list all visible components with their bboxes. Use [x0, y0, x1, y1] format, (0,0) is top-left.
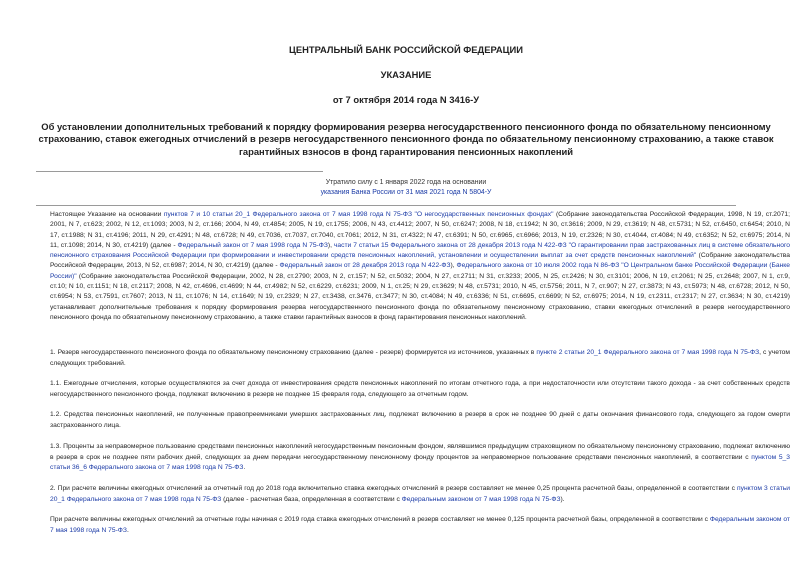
paragraph-1-2: 1.2. Средства пенсионных накоплений, не полученные правопреемниками умерших застрахованных лиц, подлежат включению в резерв в срок не позднее 90 дней с даты окончания финансового года, следующего за годом смерти застрахованного лица. [50, 411, 790, 429]
paragraph-1-3: 1.3. Проценты за неправомерное пользование средствами пенсионных накоплений негосударственным пенсионным фондом, являвшимся предыдущим страховщиком по обязательному пенсионному страхованию, подлежат включению в резерв в срок не позднее пяти рабочих дней, следующих за днем передачи негосударственному пенсионному фонду процентов за неправомерное пользование средствами пенсионных накоплений, в соответствии с пунктом 5_3 статьи 36_6 Федерального закона от 7 мая 1998 года N 75-ФЗ. [50, 443, 790, 471]
intro-paragraph: Настоящее Указание на основании пунктов 7 и 10 статьи 20_1 Федерального закона от 7 мая 1998 года N 75-ФЗ "О негосударственных пенсионных фондах" (Собрание законодательства Российской Федерации, 1998, N 19, ст.2071; 2001, N 7, ст.623; 2002, N 12, ст.1093; 2003, N 2, ст.166; 2004, N 49, ст.4854; 2005, N 19, ст.1755; 2006, N 43, ст.4412; 2007, N 50, ст.6247; 2008, N 18, ст.1942; N 30, ст.3616; 2009, N 29, ст.3619; N 48, ст.5731; N 52, ст.6450, ст.6454; 2010, N 17, ст.1988; N 31, ст.4196; 2011, N 29, ст.4291; N 48, ст.6728; N 49, ст.7036, ст.7037, ст.7040, ст.7061; 2012, N 31, ст.4322; N 47, ст.6391; N 50, ст.6965, ст.6966; 2013, N 19, ст.2326; N 30, ст.4044, ст.4084; N 49, ст.6352; N 52, ст.6975; 2014, N 11, ст.1098; 2014, N 30, ст.4219) (далее - Федеральный закон от 7 мая 1998 года N 75-ФЗ), части 7 статьи 15 Федерального закона от 28 декабря 2013 года N 422-ФЗ "О гарантировании прав застрахованных лиц в системе обязательного пенсионного страхования Российской Федерации при формировании и инвестировании средств пенсионных накоплений, установлении и осуществлении выплат за счет средств пенсионных накоплений" (Собрание законодательства Российской Федерации, 2013, N 52, ст.6987; 2014, N 30, ст.4219) (далее - Федеральный закон от 28 декабря 2013 года N 422-ФЗ), Федерального закона от 10 июля 2002 года N 86-ФЗ "О Центральном банке Российской Федерации (Банке России)" (Собрание законодательства Российской Федерации, 2002, N 28, ст.2790; 2003, N 2, ст.157; N 52, ст.5032; 2004, N 27, ст.2711; N 31, ст.3233; 2005, N 25, ст.2426; N 30, ст.3101; 2006, N 19, ст.2061; N 25, ст.2648; 2007, N 1, ст.9, ст.10; N 10, ст.1151; N 18, ст.2117; 2008, N 42, ст.4696, ст.4699; N 44, ст.4982; N 52, ст.6229, ст.6231; 2009, N 1, ст.25; N 29, ст.3629; N 48, ст.5731; 2010, N 45, ст.5756; 2011, N 7, ст.907; N 27, ст.3873; N 43, ст.5973; N 48, ст.6728; 2012, N 50, ст.6954; N 53, ст.7591, ст.7607; 2013, N 11, ст.1076; N 14, ст.1649; N 19, ст.2329; N 27, ст.3438, ст.3476, ст.3477; N 30, ст.4084; N 49, ст.6336; N 51, ст.6695, ст.6699; N 52, ст.6975; 2014, N 19, ст.2311, ст.2317; N 27, ст.3634; N 30, ст.4219) устанавливает дополнительные требования к порядку формирования резерва негосударственного пенсионного фонда по обязательному пенсионному страхованию, ставки ежегодных отчислений в резерв негосударственного пенсионного фонда по обязательному пенсионному страхованию, а также ставки гарантийных взносов в фонд гарантирования пенсионных накоплений. [50, 211, 790, 321]
paragraph-1-3-link[interactable]: пунктом 5_3 статьи 36_6 Федерального закона от 7 мая 1998 года N 75-ФЗ [50, 453, 790, 471]
paragraph-2-link-2[interactable]: Федеральным законом от 7 мая 1998 года N 75-ФЗ [401, 495, 561, 503]
paragraph-2-second-link[interactable]: Федеральным законом от 7 мая 1998 года N 75-ФЗ [50, 516, 790, 534]
paragraph-1-link[interactable]: пункте 2 статьи 20_1 Федерального закона от 7 мая 1998 года N 75-ФЗ [536, 349, 760, 356]
intro-link-law-75fz[interactable]: Федеральный закон от 7 мая 1998 года N 75-ФЗ [177, 241, 328, 249]
document-date-number: от 7 октября 2014 года N 3416-У [332, 94, 480, 105]
paragraph-2-link-1[interactable]: пунктом 3 статьи 20_1 Федерального закона от 7 мая 1998 года N 75-ФЗ [50, 485, 790, 503]
intro-link-article-20-1[interactable]: пунктов 7 и 10 статьи 20_1 Федерального закона от 7 мая 1998 года N 75-ФЗ "О негосударственных пенсионных фондах" [163, 211, 554, 218]
title-divider [36, 171, 323, 172]
note-divider [36, 205, 736, 206]
document-type-heading: УКАЗАНИЕ [380, 69, 432, 80]
document-title: Об установлении дополнительных требований к порядку формирования резерва негосударственного пенсионного фонда по обязательному пенсионному страхованию, ставок ежегодных отчислений в резерв негосударственного пенсионного фонда по обязательному пенсионному страхованию, а также ставок гарантийных взносов в фонд гарантирования пенсионных накоплений [38, 121, 774, 157]
paragraph-2: 2. При расчете величины ежегодных отчислений за отчетный год до 2018 года включительно ставка ежегодных отчислений в резерв составляет не менее 0,25 процента расчетной базы, определенной в соответствии с пунктом 3 статьи 20_1 Федерального закона от 7 мая 1998 года N 75-ФЗ (далее - расчетная база, определенная в соответствии с Федеральным законом от 7 мая 1998 года N 75-ФЗ). [50, 485, 790, 503]
repeal-note-text: Утратило силу с 1 января 2022 года на основании [325, 179, 487, 186]
paragraph-2-second: При расчете величины ежегодных отчислений за отчетные годы начиная с 2019 года ставка ежегодных отчислений в резерв составляет не менее 0,125 процента расчетной базы, определенной в соответствии с Федеральным законом от 7 мая 1998 года N 75-ФЗ. [50, 516, 790, 534]
intro-link-law-422fz[interactable]: Федеральный закон от 28 декабря 2013 года N 422-ФЗ [279, 262, 451, 270]
paragraph-1-1: 1.1. Ежегодные отчисления, которые осуществляются за счет дохода от инвестирования средств пенсионных накоплений по итогам отчетного года, а при недостаточности или отсутствии такого дохода - за счет собственных средств негосударственного пенсионного фонда, подлежат включению в резерв не позднее 15 февраля года, следующего за отчетным годом. [50, 380, 790, 398]
issuer-heading: ЦЕНТРАЛЬНЫЙ БАНК РОССИЙСКОЙ ФЕДЕРАЦИИ [288, 44, 524, 55]
repeal-note-link[interactable]: указания Банка России от 31 мая 2021 года N 5804-У [320, 189, 492, 196]
intro-link-article-15-422fz[interactable]: части 7 статьи 15 Федерального закона от 28 декабря 2013 года N 422-ФЗ "О гарантировании прав застрахованных лиц в системе обязательного пенсионного страхования Российской Федерации при формировании и инвестировании средств пенсионных накоплений, установлении и осуществлении выплат за счет средств пенсионных накоплений" [50, 241, 790, 260]
repeal-note [36, 178, 776, 198]
intro-link-law-86fz[interactable]: Федерального закона от 10 июля 2002 года N 86-ФЗ "О Центральном банке Российской Федерации (Банке России)" [50, 262, 790, 280]
paragraph-1: 1. Резерв негосударственного пенсионного фонда по обязательному пенсионному страхованию (далее - резерв) формируется из источников, указанных в пункте 2 статьи 20_1 Федерального закона от 7 мая 1998 года N 75-ФЗ, с учетом следующих требований. [50, 349, 790, 367]
